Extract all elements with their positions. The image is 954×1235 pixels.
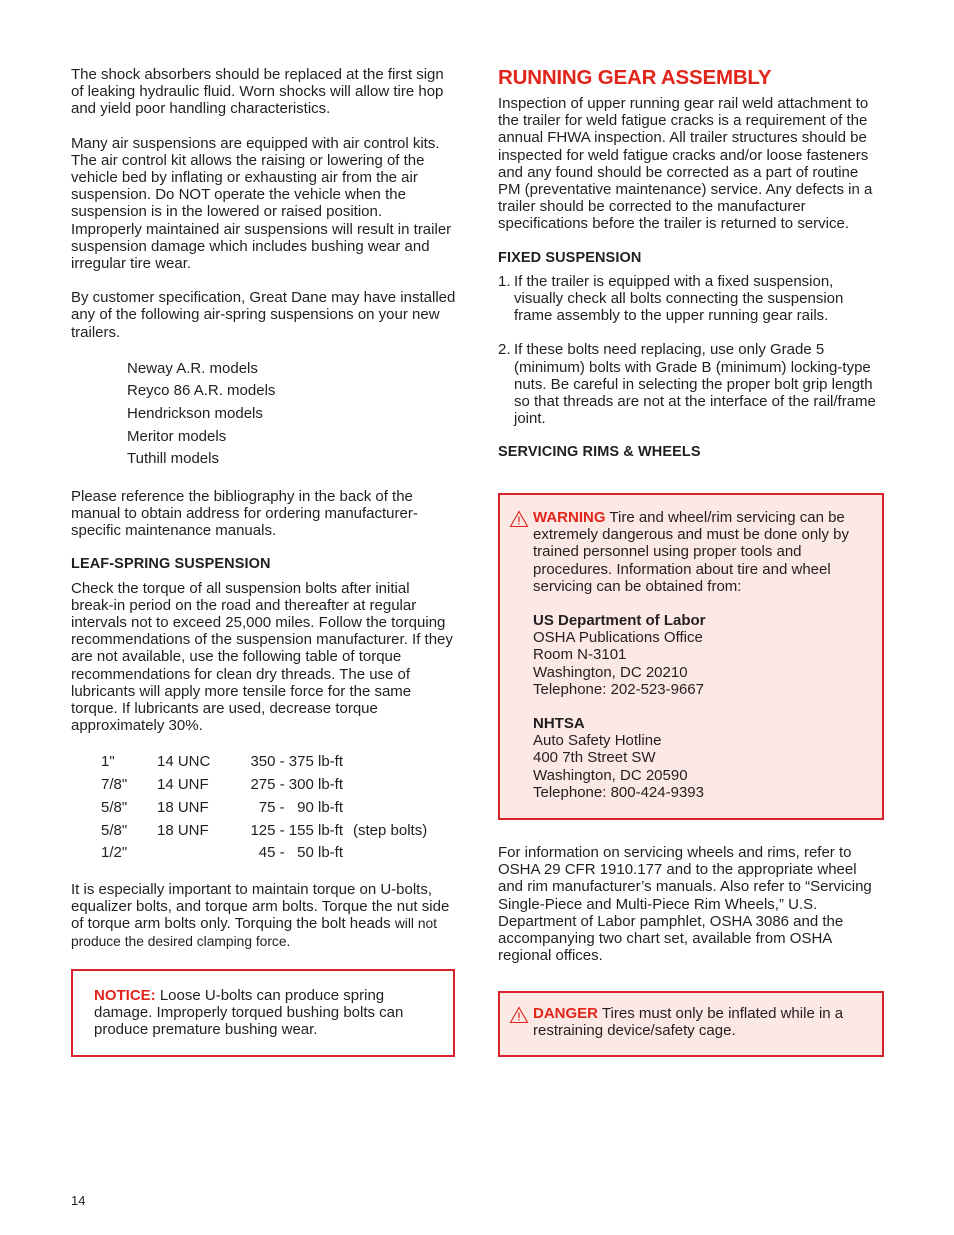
list-item: Neway A.R. models xyxy=(127,359,258,377)
item-text: If these bolts need replacing, use only Grade 5 (minimum) bolts with Grade B (minimum) locking-type nuts. Be careful in selecting the proper bolt grip length so that threads are not at the interface of the rail/frame joint. xyxy=(514,341,876,428)
bibliography-paragraph: Please reference the bibliography in the back of the manual to obtain address for ordering manufacturer-specific maintenance manuals. xyxy=(71,487,418,540)
thread-type xyxy=(157,842,233,865)
suspension-model-list xyxy=(127,358,456,471)
warning-triangle-icon xyxy=(509,509,533,801)
address-line: 400 7th Street SW xyxy=(533,749,656,767)
address-line: Telephone: 202-523-9667 xyxy=(533,680,704,698)
warning-body xyxy=(533,509,872,801)
item-text: If the trailer is equipped with a fixed suspension, visually check all bolts connecting the suspension frame assembly to the upper running gear rails. xyxy=(514,272,844,325)
torque-check-paragraph: Check the torque of all suspension bolts after initial break-in period on the road and thereafter at regular intervals not to exceed 25,000 miles. Follow the torquing recommendations of the suspension manufacturer. If they are not available, use the following table of torque recommendations for clean dry threads. The use of lubricants will apply more tensile force for the same torque. If lubricants are used, decrease torque approximately 30%. xyxy=(71,579,453,735)
torque-value: 350 - 375 lb-ft xyxy=(250,753,343,771)
list-item: Tuthill models xyxy=(127,450,219,468)
table-row xyxy=(101,751,456,774)
torque-note xyxy=(343,751,353,774)
bolt-size: 7/8" xyxy=(101,776,128,794)
list-item: Hendrickson models xyxy=(127,405,263,423)
address-line: Washington, DC 20590 xyxy=(533,766,688,784)
warning-text: Tire and wheel/rim servicing can be extremely dangerous and must be done only by trained personnel using proper tools and procedures. Information about tire and wheel servicing can be obtained from: xyxy=(533,509,850,595)
list-item xyxy=(498,273,884,325)
warning-triangle-icon xyxy=(509,1005,533,1039)
fixed-suspension-heading: FIXED SUSPENSION xyxy=(498,249,642,266)
table-row xyxy=(101,797,456,820)
thread-type: 14 UNF xyxy=(157,776,209,794)
customer-spec-paragraph: By customer specification, Great Dane may have installed any of the following air-spring suspensions on your new trailers. xyxy=(71,289,456,341)
air-control-paragraph: Many air suspensions are equipped with air control kits. The air control kit allows the raising or lowering of the vehicle bed by inflating or exhausting air from the air suspension. Do NOT operate the vehicle when the suspension is in the lowered or raised position. Improperly maintained air suspensions will result in trailer suspension damage which includes bushing wear and irregular tire wear. xyxy=(71,134,452,273)
address-line: Auto Safety Hotline xyxy=(533,732,662,750)
running-gear-heading: RUNNING GEAR ASSEMBLY xyxy=(498,66,772,89)
nhtsa-name: NHTSA xyxy=(533,715,585,733)
danger-label: DANGER xyxy=(533,1005,599,1022)
torque-note: (step bolts) xyxy=(353,821,428,839)
address-line: Washington, DC 20210 xyxy=(533,663,688,681)
fixed-suspension-list-2 xyxy=(498,341,884,427)
dol-name: US Department of Labor xyxy=(533,612,706,630)
thread-type: 18 UNF xyxy=(157,798,209,816)
left-column xyxy=(71,66,456,950)
bolt-size: 5/8" xyxy=(101,798,128,816)
item-number: 1. xyxy=(498,272,511,290)
danger-box xyxy=(498,991,884,1057)
torque-value: 45 - 50 lb-ft xyxy=(258,844,343,862)
torque-value: 125 - 155 lb-ft xyxy=(250,821,343,839)
table-row xyxy=(101,842,456,865)
list-item: Reyco 86 A.R. models xyxy=(127,382,276,400)
table-row xyxy=(101,820,456,843)
bolt-size: 1/2" xyxy=(101,844,128,862)
address-line: OSHA Publications Office xyxy=(533,629,703,647)
warning-label: WARNING xyxy=(533,509,606,526)
notice-label: NOTICE: xyxy=(94,987,156,1004)
torque-note xyxy=(343,842,353,865)
thread-type: 14 UNC xyxy=(157,753,211,771)
address-line: Room N-3101 xyxy=(533,646,627,664)
u-bolt-text: It is especially important to maintain torque on U-bolts, equalizer bolts, and torque arm bolts. Torque the nut side of torque arm bolts only. Torquing the bolt heads xyxy=(71,880,450,933)
notice-text: Loose U-bolts can produce spring damage. Improperly torqued bushing bolts can produce premature bushing wear. xyxy=(94,987,404,1039)
fixed-suspension-list xyxy=(498,273,884,325)
torque-value: 75 - 90 lb-ft xyxy=(258,798,343,816)
danger-text: Tires must only be inflated while in a restraining device/safety cage. xyxy=(533,1005,844,1040)
page-number: 14 xyxy=(71,1193,86,1208)
u-bolt-paragraph xyxy=(71,881,456,950)
shock-absorber-paragraph: The shock absorbers should be replaced at the first sign of leaking hydraulic fluid. Worn shocks will allow tire hop and yield poor handling characteristics. xyxy=(71,66,444,118)
notice-box xyxy=(71,969,455,1057)
leaf-spring-heading: LEAF-SPRING SUSPENSION xyxy=(71,556,271,573)
item-number: 2. xyxy=(498,341,511,359)
warning-box xyxy=(498,493,884,820)
torque-note xyxy=(343,797,353,820)
address-line: Telephone: 800-424-9393 xyxy=(533,783,704,801)
osha-info-paragraph: For information on servicing wheels and rims, refer to OSHA 29 CFR 1910.177 and to the appropriate wheel and rim manufacturer’s manuals. Also refer to “Servicing Single-Piece and Multi-Piece Rim Wheels,” U.S. Department of Labor pamphlet, OSHA 3086 and the accompanying two chart set, available from OSHA regional offices. xyxy=(498,844,872,965)
dol-address xyxy=(533,612,872,698)
torque-value: 275 - 300 lb-ft xyxy=(250,776,343,794)
bolt-size: 5/8" xyxy=(101,821,128,839)
list-item: Meritor models xyxy=(127,427,227,445)
list-item xyxy=(498,341,884,427)
right-column xyxy=(498,66,884,468)
thread-type: 18 UNF xyxy=(157,821,209,839)
bolt-size: 1" xyxy=(101,753,115,771)
nhtsa-address xyxy=(533,715,872,801)
u-bolt-text-end: will not produce the desired clamping force. xyxy=(71,916,438,949)
warning-content xyxy=(509,509,872,801)
warning-paragraph xyxy=(533,509,872,595)
torque-note xyxy=(343,774,353,797)
servicing-rims-heading: SERVICING RIMS & WHEELS xyxy=(498,444,701,461)
danger-content xyxy=(509,1005,872,1039)
torque-table xyxy=(101,751,456,865)
table-row xyxy=(101,774,456,797)
running-gear-paragraph: Inspection of upper running gear rail weld attachment to the trailer for weld fatigue cracks is a requirement of the annual FHWA inspection. All trailer structures should be inspected for weld fatigue cracks and/or loose fasteners and any found should be corrected as a part of routine PM (preventative maintenance) service. Any defects in a trailer should be corrected to the manufacturer specifications before the trailer is returned to service. xyxy=(498,95,873,233)
danger-paragraph xyxy=(533,1005,872,1039)
